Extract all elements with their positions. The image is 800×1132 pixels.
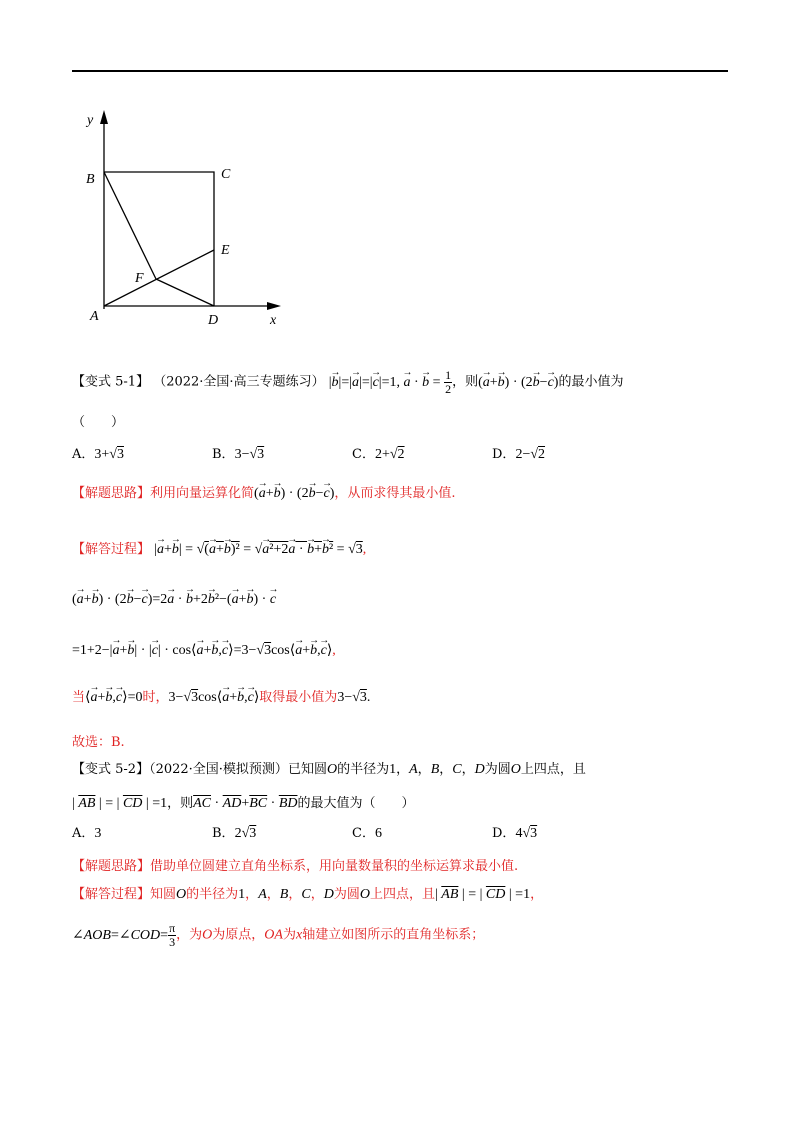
option-value: 3+√3 (94, 447, 124, 462)
q52-stem2: 的半径为 (337, 762, 390, 777)
x-axis-arrow-icon (267, 302, 281, 310)
label-a: A (90, 309, 99, 324)
q52-stem-line2 (72, 793, 415, 815)
q51-answer: 故选：B. (72, 735, 125, 750)
q52-stem4: 上四点，且 (520, 762, 586, 777)
option-value: 4√3 (515, 826, 538, 841)
label-c: C (221, 167, 231, 182)
option-label: A． (72, 447, 95, 462)
q52-sol-tag: 【解答过程】 (72, 887, 151, 902)
q52-stem: 【变式 5-2】（2022·全国·模拟预测）已知圆O的半径为1，A，B，C，D为圆O上四点，且 (72, 762, 586, 777)
q52-sol1: 知圆 (150, 887, 177, 902)
q51-when-expr: 3−√3cos⟨→ a+→ b,→ c⟩ (168, 690, 259, 705)
q51-paren: （ ） (72, 415, 125, 430)
option-value: 2√3 (234, 826, 257, 841)
y-axis-arrow-icon (100, 110, 108, 124)
segment-fd (156, 279, 214, 306)
q52-source: （2022·全国·模拟预测） (149, 762, 288, 777)
q52-hint-text: 借助单位圆建立直角坐标系，用向量数量积的坐标运算求最小值. (150, 859, 519, 874)
option-label: C． (352, 826, 375, 841)
q51-solution-line4 (72, 687, 370, 709)
q51-hint-expression: (→ a+→ b) · (2→ b−→ c) (254, 486, 334, 501)
label-f: F (135, 271, 144, 286)
q51-option-b[interactable] (212, 444, 264, 466)
q51-solution-line3 (72, 640, 336, 662)
q51-expression: (→ a+→ b) · (2→ b−→ c) (478, 375, 558, 390)
coordinate-diagram (70, 102, 290, 334)
q52-sol8: 轴建立如图所示的直角坐标系； (302, 927, 485, 943)
q51-option-a[interactable] (72, 444, 124, 466)
q52-stem5: ，则 (167, 796, 194, 811)
option-value: 2−√2 (515, 447, 546, 462)
option-label: B． (212, 826, 235, 841)
segment-bf (104, 172, 156, 279)
q51-hint (72, 483, 456, 505)
q51-solution-line2 (72, 589, 276, 611)
q52-option-a[interactable] (72, 823, 101, 845)
q52-option-d[interactable] (492, 823, 537, 845)
q52-angle-eq: ∠AOB=∠COD= $\frac{\pi}{3}$ (72, 921, 176, 949)
q51-when-end: 取得最小值为 (259, 690, 338, 705)
label-y: y (87, 113, 94, 128)
q52-sol3: 为圆 (333, 887, 360, 902)
geometry-figure (70, 102, 290, 338)
q52-tag: 【变式 5-2】 (72, 762, 150, 777)
q51-sol-tag: 【解答过程】 (72, 542, 151, 557)
q52-sol7: 为 (282, 927, 296, 943)
q51-sol-eq1: |→ a+→ b| = √(→ a+→ b)² = √→ a²+2→ a · → b+→ b² = √3, (154, 542, 366, 557)
q51-stem (72, 369, 623, 396)
label-d: D (208, 313, 219, 328)
q51-stem-mid: ，则 (452, 374, 479, 390)
q52-stem6: 的最大值为（ ） (297, 796, 415, 811)
q51-when-cond: ⟨→ a+→ b,→ c⟩=0 (85, 690, 142, 705)
q51-sol-eq3: =1+2−|→ a+→ b| · |→ c| · cos⟨→ a+→ b,→ c⟩=3−√3cos⟨→ a+→ b,→ c⟩, (72, 643, 336, 658)
q52-stem1: 已知圆 (287, 762, 327, 777)
q51-option-c[interactable] (352, 444, 405, 466)
q52-sol2: 的半径为 (186, 887, 239, 902)
option-label: B． (212, 447, 235, 462)
label-e: E (221, 243, 230, 258)
q51-sol-eq2: (→ a+→ b) · (2→ b−→ c)=2→ a · → b+2→ b²−(→ a+→ b) · → c (72, 592, 276, 607)
option-label: C． (352, 447, 375, 462)
q51-hint-end: ，从而求得其最小值. (334, 486, 456, 501)
q52-option-c[interactable] (352, 823, 382, 845)
option-value: 6 (374, 826, 382, 841)
q51-when-mid: 时， (142, 690, 169, 705)
option-label: D． (492, 826, 516, 841)
label-x: x (270, 313, 277, 328)
option-label: A． (72, 826, 95, 841)
segment-ae (104, 250, 214, 306)
q52-sol4: 上四点，且 (369, 887, 435, 902)
q51-source: （2022·全国·高三专题练习） (153, 374, 325, 390)
option-value: 2+√2 (374, 447, 405, 462)
option-value: 3 (94, 826, 102, 841)
q51-solution-line1 (72, 539, 366, 561)
q52-sol5: ，为 (176, 927, 203, 943)
q52-solution-line2: ∠AOB=∠COD= $\frac{\pi}{3}$ ，为O为原点，OA为x轴建立如图所示的直角坐标系； (72, 921, 485, 949)
label-b: B (86, 172, 95, 187)
header-rule (72, 70, 728, 72)
q51-hint-tag: 【解题思路】 (72, 486, 151, 501)
q51-min-value: 3−√3. (337, 690, 371, 705)
q52-condition: | $\overline{AB}$ | = | $\overline{CD}$ | =1 (72, 796, 168, 811)
q52-sol6: 为原点， (212, 927, 265, 943)
q52-stem3: 为圆 (484, 762, 511, 777)
option-label: D． (492, 447, 516, 462)
q51-tag: 【变式 5-1】 (72, 374, 150, 390)
q51-condition: |→ b|=|→ a|=|→ c|=1, → a · → b = $\frac{1}{2}$ (329, 375, 452, 390)
q52-hint (72, 856, 518, 878)
q51-hint-text: 利用向量运算化简 (150, 486, 255, 501)
q52-option-b[interactable] (212, 823, 256, 845)
q51-option-d[interactable] (492, 444, 545, 466)
square-sides (104, 172, 214, 306)
q51-stem-end: 的最小值为 (558, 374, 624, 390)
q52-solution-line1: 【解答过程】知圆O的半径为1，A，B，C，D为圆O上四点，且| $\overline{AB}$ | = | $\overline{CD}$ | =1， (72, 887, 544, 902)
option-value: 3−√3 (234, 447, 265, 462)
q51-when: 当 (72, 690, 86, 705)
q52-expression: $\overline{AC} \cdot \overline{AD}+\overline{BC} \cdot \overline{BD}$ (193, 796, 298, 811)
q52-hint-tag: 【解题思路】 (72, 859, 151, 874)
